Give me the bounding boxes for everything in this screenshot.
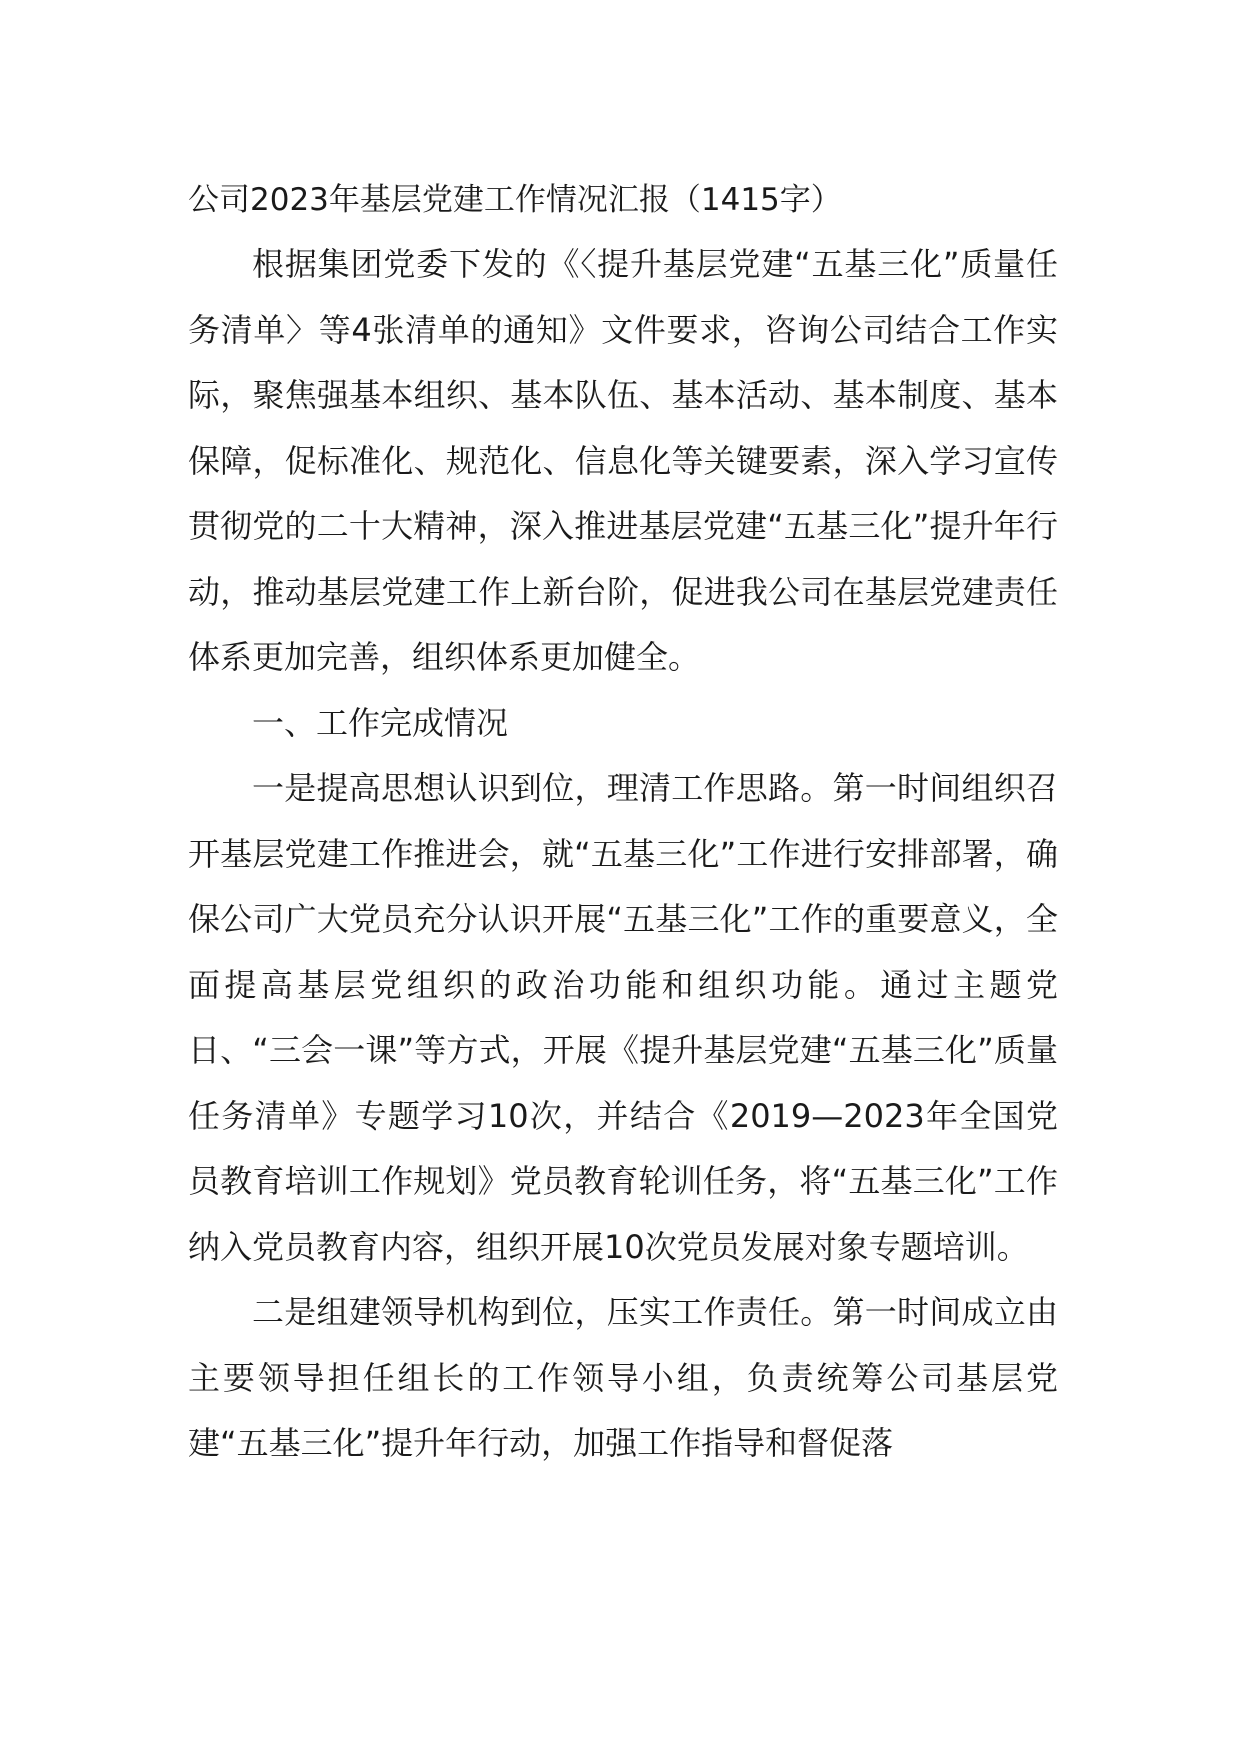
document-title: 公司2023年基层党建工作情况汇报（1415字） [188,182,842,218]
section-heading: 一、工作完成情况 [252,703,509,742]
document-body [188,168,1058,1477]
section-paragraph-2: 二是组建领导机构到位，压实工作责任。第一时间成立由主要领导担任组长的工作领导小组，负责统筹公司基层党建“五基三化”提升年行动，加强工作指导和督促落 [188,1293,1058,1462]
intro-paragraph: 根据集团党委下发的《〈提升基层党建“五基三化”质量任务清单〉等4张清单的通知》文件要求，咨询公司结合工作实际，聚焦强基本组织、基本队伍、基本活动、基本制度、基本保障，促标准化、规范化、信息化等关键要素，深入学习宣传贯彻党的二十大精神，深入推进基层党建“五基三化”提升年行动，推动基层党建工作上新台阶，促进我公司在基层党建责任体系更加完善，组织体系更加健全。 [188,245,1058,676]
section-paragraph-1: 一是提高思想认识到位，理清工作思路。第一时间组织召开基层党建工作推进会，就“五基三化”工作进行安排部署，确保公司广大党员充分认识开展“五基三化”工作的重要意义，全面提高基层党组织的政治功能和组织功能。通过主题党日、“三会一课”等方式，开展《提升基层党建“五基三化”质量任务清单》专题学习10次，并结合《2019—2023年全国党员教育培训工作规划》党员教育轮训任务，将“五基三化”工作纳入党员教育内容，组织开展10次党员发展对象专题培训。 [188,769,1058,1266]
